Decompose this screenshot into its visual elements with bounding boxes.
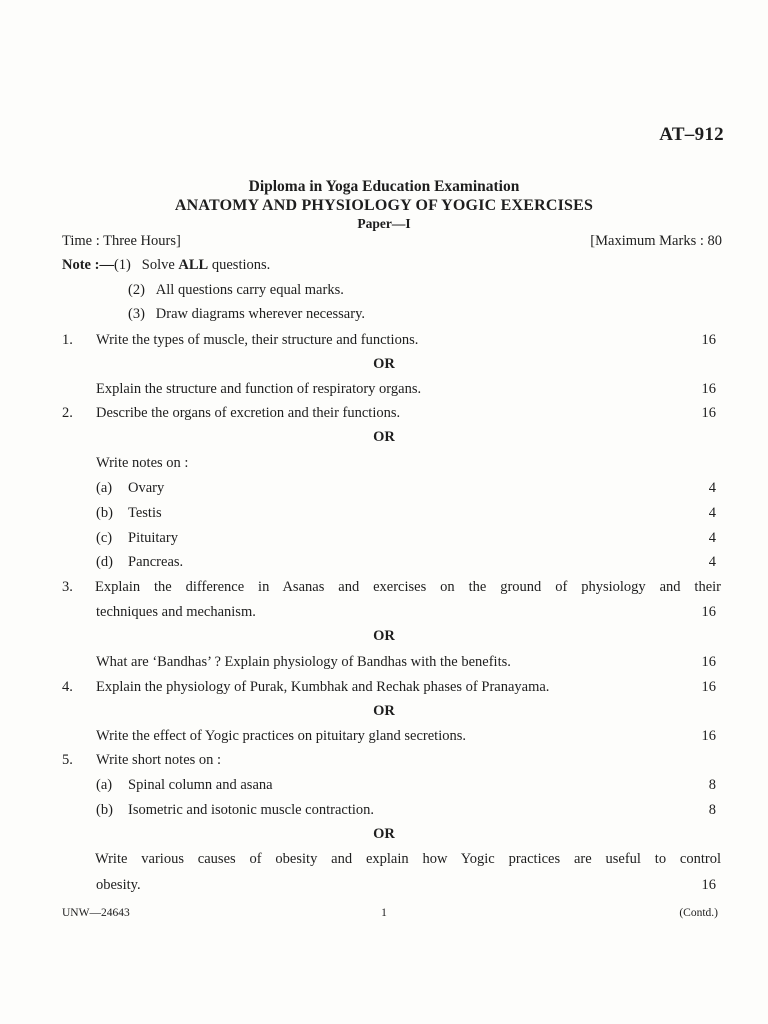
sub-question-text: Pancreas. [128, 554, 184, 570]
sub-question-label: (b) [96, 802, 113, 818]
sub-question-label: (b) [96, 505, 113, 521]
or-divider: OR [373, 826, 395, 842]
question-3-alternative [0, 654, 768, 676]
sub-question-text: Isometric and isotonic muscle contraction. [128, 802, 375, 818]
sub-question [0, 480, 768, 502]
maximum-marks: [Maximum Marks : 80 [590, 233, 722, 249]
question-marks: 16 [701, 405, 716, 421]
question-text: techniques and mechanism. [96, 604, 256, 620]
subject-title: ANATOMY AND PHYSIOLOGY OF YOGIC EXERCISES [174, 197, 594, 214]
note-item-number: (2) [128, 282, 145, 298]
sub-question-text: Pituitary [128, 530, 178, 546]
exam-time: Time : Three Hours] [62, 233, 181, 249]
sub-question-marks: 8 [708, 777, 716, 793]
note-line-3 [128, 306, 365, 323]
question-4 [0, 679, 768, 701]
sub-question-marks: 8 [708, 802, 716, 818]
or-divider: OR [373, 628, 395, 644]
note-item-text: Draw diagrams wherever necessary. [155, 306, 366, 322]
sub-question-marks: 4 [708, 530, 716, 546]
question-marks: 16 [701, 679, 716, 695]
question-marks: 16 [701, 877, 716, 893]
sub-question [0, 554, 768, 576]
question-marks: 16 [701, 728, 716, 744]
question-text: Explain the structure and function of respiratory organs. [96, 381, 422, 397]
sub-question-text: Spinal column and asana [128, 777, 273, 793]
paper-number: Paper—I [357, 216, 411, 231]
question-text: obesity. [96, 877, 141, 893]
question-2 [0, 405, 768, 427]
note-label: Note :— [62, 257, 114, 273]
question-text: Describe the organs of excretion and their functions. [96, 405, 401, 421]
note-item-number: (3) [128, 306, 145, 322]
sub-question-label: (a) [96, 777, 113, 793]
or-divider: OR [373, 429, 395, 445]
question-number: 5. [62, 752, 73, 768]
question-text: Explain the physiology of Purak, Kumbhak and Rechak phases of Pranayama. [96, 679, 550, 695]
question-number: 3. [62, 579, 73, 595]
sub-question [0, 505, 768, 527]
question-text: Write notes on : [96, 455, 189, 471]
question-1-alternative [0, 381, 768, 403]
question-marks: 16 [701, 381, 716, 397]
sub-question-label: (c) [96, 530, 113, 546]
sub-question [0, 777, 768, 799]
paper-code: AT–912 [659, 124, 724, 145]
question-number: 4. [62, 679, 73, 695]
question-marks: 16 [701, 654, 716, 670]
continued-label: (Contd.) [679, 907, 718, 919]
question-number: 1. [62, 332, 73, 348]
sub-question-text: Ovary [128, 480, 165, 496]
page-number: 1 [381, 907, 387, 919]
note-item-text: Solve [141, 257, 179, 273]
question-2-alternative [0, 455, 768, 477]
sub-question-marks: 4 [708, 505, 716, 521]
sub-question [0, 802, 768, 824]
note-line-1 [62, 257, 270, 274]
question-5-alternative [0, 851, 768, 873]
question-4-alternative [0, 728, 768, 750]
sub-question-text: Testis [128, 505, 162, 521]
footer-code: UNW—24643 [62, 907, 130, 919]
sub-question-marks: 4 [708, 480, 716, 496]
sub-question-marks: 4 [708, 554, 716, 570]
question-text: Write various causes of obesity and explain how Yogic practices are useful to control [95, 851, 721, 867]
question-text: What are ‘Bandhas’ ? Explain physiology of Bandhas with the benefits. [96, 654, 511, 670]
or-divider: OR [373, 356, 395, 372]
question-marks: 16 [701, 332, 716, 348]
question-text: Write short notes on : [96, 752, 222, 768]
question-3 [0, 579, 768, 601]
note-item-number: (1) [113, 257, 131, 273]
exam-title: Diploma in Yoga Education Examination [248, 178, 520, 195]
question-5-alternative-continued [0, 877, 768, 899]
note-item-text: All questions carry equal marks. [155, 282, 344, 298]
sub-question-label: (d) [96, 554, 113, 570]
question-3-continued [0, 604, 768, 626]
question-marks: 16 [701, 604, 716, 620]
note-line-2 [128, 282, 344, 299]
question-text: Write the types of muscle, their structure and functions. [96, 332, 419, 348]
question-text: Write the effect of Yogic practices on pituitary gland secretions. [96, 728, 466, 744]
question-text: Explain the difference in Asanas and exercises on the ground of physiology and their [95, 579, 721, 595]
note-item-emphasis: ALL [178, 257, 209, 273]
question-5 [0, 752, 768, 774]
sub-question [0, 530, 768, 552]
sub-question-label: (a) [96, 480, 113, 496]
note-item-text: questions. [208, 257, 271, 273]
question-1 [0, 332, 768, 354]
question-number: 2. [62, 405, 73, 421]
or-divider: OR [373, 703, 395, 719]
